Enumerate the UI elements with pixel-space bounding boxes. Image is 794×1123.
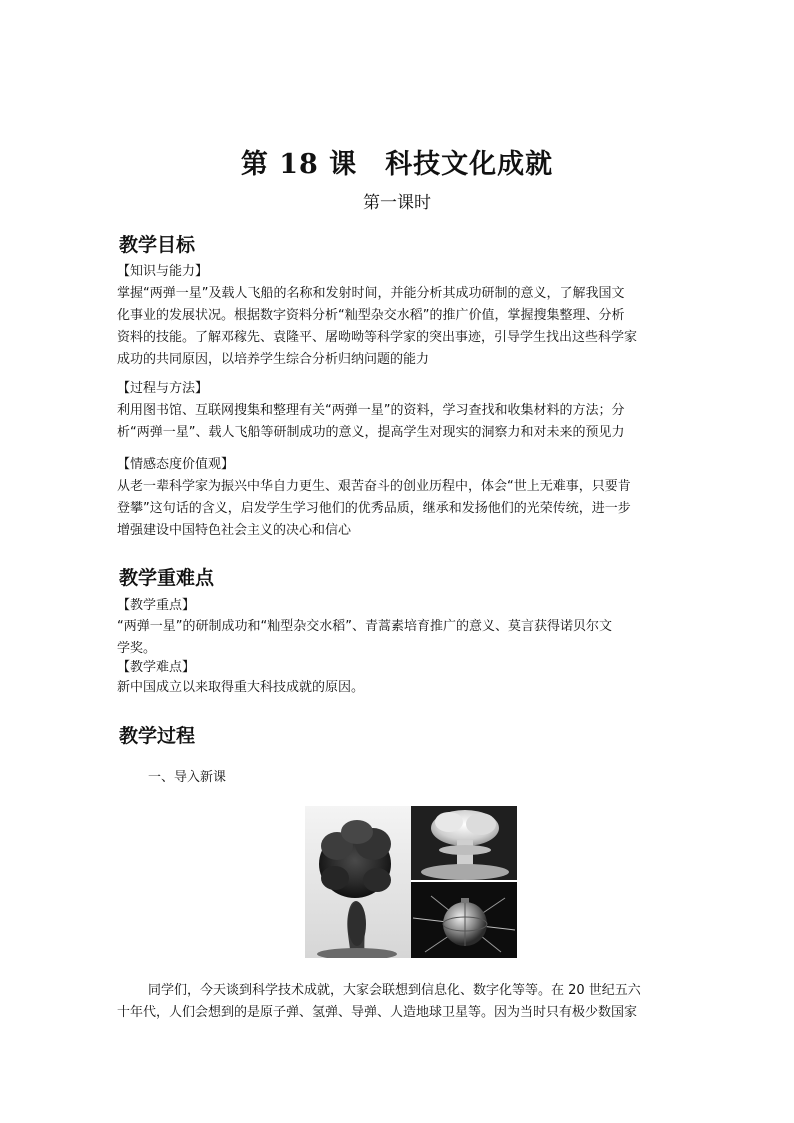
hydrogen-bomb-cloud-photo xyxy=(411,806,517,880)
focus-label: 【教学重点】 xyxy=(117,598,196,613)
process-method-line: 利用图书馆、互联网搜集和整理有关“两弹一星”的资料，学习查找和收集材料的方法；分 xyxy=(117,403,625,418)
intro-line: 十年代，人们会想到的是原子弹、氢弹、导弹、人造地球卫星等。因为当时只有极少数国家 xyxy=(117,1005,638,1020)
knowledge-paragraph xyxy=(117,283,677,371)
achievement-photo-collage xyxy=(305,806,517,958)
focus-line: 学奖。 xyxy=(117,641,157,656)
knowledge-line: 化事业的发展状况。根据数字资料分析“籼型杂交水稻”的推广价值，掌握搜集整理、分析 xyxy=(117,308,625,323)
photo-collage-svg xyxy=(305,806,517,958)
process-method-label: 【过程与方法】 xyxy=(117,381,209,396)
knowledge-line: 掌握“两弹一星”及载人飞船的名称和发射时间，并能分析其成功研制的意义，了解我国文 xyxy=(117,286,625,301)
emotion-paragraph xyxy=(117,476,677,542)
emotion-line: 登攀”这句话的含义，启发学生学习他们的优秀品质，继承和发扬他们的光荣传统，进一步 xyxy=(117,501,631,516)
step-intro-label: 一、导入新课 xyxy=(148,770,227,785)
knowledge-line: 成功的共同原因，以培养学生综合分析归纳问题的能力 xyxy=(117,352,430,367)
difficulty-paragraph xyxy=(117,677,677,699)
difficulty-label: 【教学难点】 xyxy=(117,660,196,675)
process-method-line: 析“两弹一星”、载人飞船等研制成功的意义，提高学生对现实的洞察力和对未来的预见力 xyxy=(117,425,625,440)
satellite-photo xyxy=(411,882,517,958)
lesson-subtitle: 第一课时 xyxy=(363,193,431,213)
emotion-line: 从老一辈科学家为振兴中华自力更生、艰苦奋斗的创业历程中，体会“世上无难事，只要肯 xyxy=(117,479,631,494)
process-method-paragraph xyxy=(117,400,677,444)
emotion-line: 增强建设中国特色社会主义的决心和信心 xyxy=(117,523,352,538)
lesson-title: 第 18 课 科技文化成就 xyxy=(240,149,554,180)
intro-paragraph xyxy=(117,980,677,1024)
key-points-heading: 教学重难点 xyxy=(119,567,215,589)
intro-line: 同学们，今天谈到科学技术成就，大家会联想到信息化、数字化等等。在 20 世纪五六 xyxy=(148,983,641,998)
process-heading: 教学过程 xyxy=(119,725,196,747)
mushroom-cloud-photo xyxy=(305,806,411,958)
knowledge-label: 【知识与能力】 xyxy=(117,264,209,279)
knowledge-line: 资料的技能。了解邓稼先、袁隆平、屠呦呦等科学家的突出事迹，引导学生找出这些科学家 xyxy=(117,330,638,345)
focus-paragraph xyxy=(117,616,677,660)
difficulty-line: 新中国成立以来取得重大科技成就的原因。 xyxy=(117,680,365,695)
emotion-label: 【情感态度价值观】 xyxy=(117,457,235,472)
focus-line: “两弹一星”的研制成功和“籼型杂交水稻”、青蒿素培育推广的意义、莫言获得诺贝尔文 xyxy=(117,619,612,634)
goals-heading: 教学目标 xyxy=(119,234,196,256)
